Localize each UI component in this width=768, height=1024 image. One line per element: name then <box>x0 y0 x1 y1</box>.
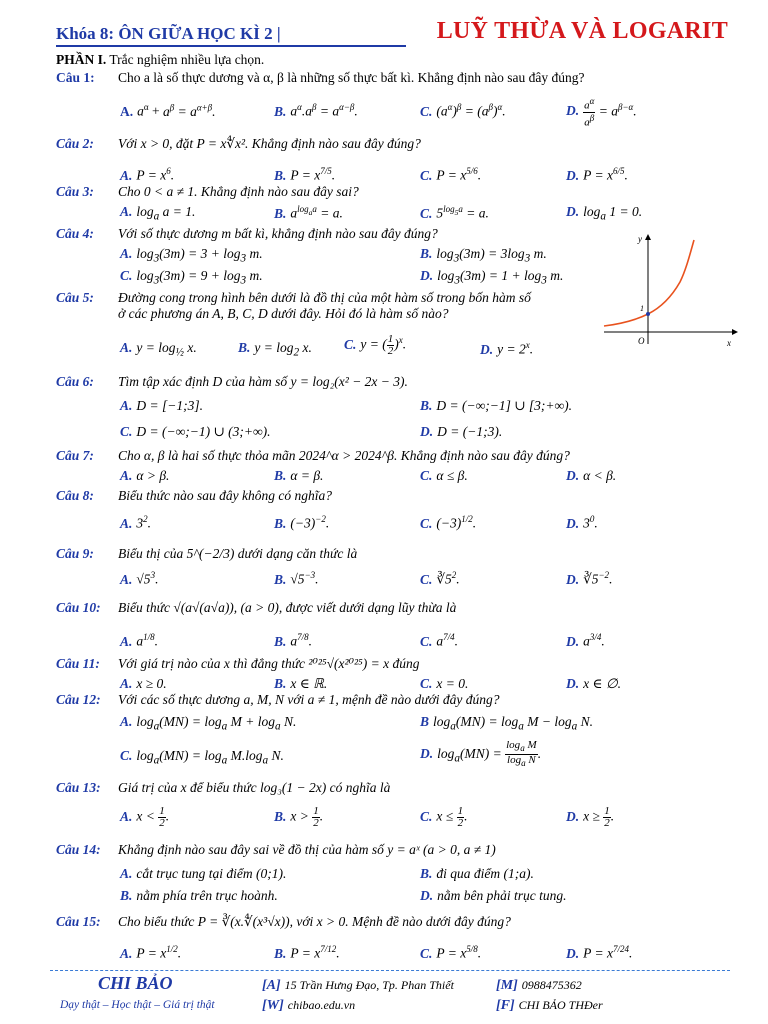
q13-option-b[interactable]: B. x > $\frac{1}{2}$ . <box>274 805 324 829</box>
q1-option-a[interactable]: A. $a^\alpha + a^\beta = a^{\alpha+\beta}$. <box>120 102 216 119</box>
q3-option-a[interactable]: A. $\log_a a = 1$. <box>120 204 196 223</box>
footer-phone: [M] 0988475362 <box>496 978 582 993</box>
q6-option-b[interactable]: B. D = (−∞;−1] ∪ [3;+∞). <box>420 398 573 413</box>
q5-option-d[interactable]: D. $y = 2^x$. <box>480 340 534 357</box>
q8-option-c[interactable]: C. $(-3)^{1/2}$. <box>420 514 477 531</box>
question-1: Câu 1: Cho a là số thực dương và α, β là những số thực bất kì. Khẳng định nào sau đây đúng? <box>56 70 585 85</box>
question-8: Câu 8: Biểu thức nào sau đây không có nghĩa? <box>56 488 332 503</box>
question-14: Câu 14: Khẳng định nào sau đây sai về đồ thị của hàm số y = aˣ (a > 0, a ≠ 1) <box>56 842 496 857</box>
q9-option-c[interactable]: C. $∛5^2$. <box>420 570 460 587</box>
q12-option-d[interactable]: D. $\log_a(MN)$ = $\frac{\log_a M}{\log_a N}$ . <box>420 739 542 769</box>
q15-option-d[interactable]: D. $P = x^{7/24}$. <box>566 944 633 961</box>
q4-option-d[interactable]: D. $\log_3(3m) = 1 + \log_3 m$. <box>420 268 564 287</box>
q14-option-a[interactable]: A. cắt trục tung tại điểm (0;1). <box>120 866 287 881</box>
q7-option-b[interactable]: B. α = β. <box>274 468 324 483</box>
footer-brand: CHI BẢO <box>98 973 173 993</box>
q13-option-a[interactable]: A. x < $\frac{1}{2}$ . <box>120 805 170 829</box>
q4-option-a[interactable]: A. $\log_3(3m) = 3 + \log_3 m$. <box>120 246 263 265</box>
q11-option-d[interactable]: D. x ∈ ∅. <box>566 676 622 691</box>
q9-option-a[interactable]: A. $√5^3$. <box>120 570 159 587</box>
q2-option-d[interactable]: D. $P = x^{6/5}$. <box>566 166 628 183</box>
question-3: Câu 3: Cho 0 < a ≠ 1. Khẳng định nào sau đây sai? <box>56 184 359 199</box>
q2-option-c[interactable]: C. $P = x^{5/6}$. <box>420 166 482 183</box>
question-9: Câu 9: Biểu thị của 5^(−2/3) dưới dạng căn thức là <box>56 546 358 561</box>
q1-option-d[interactable]: D. $\frac{a^\alpha}{a^\beta}$ = $a^{\beta-\alpha}$. <box>566 96 637 129</box>
q4-option-b[interactable]: B. $\log_3(3m) = 3\log_3$ m. <box>420 246 547 265</box>
q2-option-b[interactable]: B. $P = x^{7/5}$. <box>274 166 336 183</box>
q5-option-a[interactable]: A. $y = \log_{\frac{1}{2}} x$. <box>120 340 197 359</box>
question-13: Câu 13: Giá trị của x để biểu thức log₃(1 − 2x) có nghĩa là <box>56 780 391 795</box>
q3-option-c[interactable]: C. $5^{log_5a} = a$. <box>420 204 489 221</box>
q6-option-d[interactable]: D. D = (−1;3). <box>420 424 503 439</box>
question-11: Câu 11: Với giá trị nào của x thì đẳng thức ²⁰²⁵√(x²⁰²⁵) = x đúng <box>56 656 420 671</box>
section-heading: PHẦN I. Trắc nghiệm nhiều lựa chọn. <box>56 52 265 67</box>
q12-option-a[interactable]: A. $\log_a(MN) = \log_a M + \log_a N$. <box>120 714 297 733</box>
q5-option-c[interactable]: C. y = ( $\frac{1}{2}$ )$^x$. <box>344 333 407 357</box>
question-12: Câu 12: Với các số thực dương a, M, N với a ≠ 1, mệnh đề nào dưới đây đúng? <box>56 692 500 707</box>
q13-option-c[interactable]: C. x ≤ $\frac{1}{2}$ . <box>420 805 468 829</box>
q1-option-c[interactable]: C. $(a^\alpha)^\beta = (a^\beta)^\alpha$. <box>420 102 506 119</box>
q9-option-b[interactable]: B. $√5^{-3}$. <box>274 570 319 587</box>
question-2: Câu 2: Với x > 0, đặt P = x∜x². Khẳng định nào sau đây đúng? <box>56 136 421 151</box>
q8-option-d[interactable]: D. $3^0$. <box>566 514 598 531</box>
q3-option-d[interactable]: D. $\log_a 1 = 0$. <box>566 204 643 223</box>
question-6: Câu 6: Tìm tập xác định D của hàm số y = log₂(x² − 2x − 3). <box>56 374 408 389</box>
q6-option-a[interactable]: A. D = [−1;3]. <box>120 398 203 413</box>
question-5: Câu 5: Đường cong trong hình bên dưới là đồ thị của một hàm số trong bốn hàm số ở các phương án A, B, C, D dưới đây. Hỏi đó là hàm số nào? <box>56 290 531 321</box>
q15-option-c[interactable]: C. $P = x^{5/8}$. <box>420 944 482 961</box>
q5-option-b[interactable]: B. $y = \log_2 x$. <box>238 340 312 359</box>
intercept-point <box>646 312 650 316</box>
q9-option-d[interactable]: D. $∛5^{-2}$. <box>566 570 613 587</box>
question-4: Câu 4: Với số thực dương m bất kì, khẳng định nào sau đây đúng? <box>56 226 438 241</box>
q10-option-c[interactable]: C. $a^{7/4}$. <box>420 632 459 649</box>
q10-option-b[interactable]: B. $a^{7/8}$. <box>274 632 313 649</box>
q12-option-b[interactable]: B $\log_a(MN) = \log_a M - \log_a N$. <box>420 714 594 733</box>
q13-option-d[interactable]: D. x ≥ $\frac{1}{2}$ . <box>566 805 615 829</box>
q12-option-c[interactable]: C. $\log_a(MN) = \log_a M.\log_a$ N. <box>120 748 284 767</box>
footer-website[interactable]: [W] chibao.edu.vn <box>262 998 356 1013</box>
q15-option-a[interactable]: A. $P = x^{1/2}$. <box>120 944 182 961</box>
footer-slogan: Dạy thật – Học thật – Giá trị thật <box>60 999 215 1011</box>
q10-option-a[interactable]: A. $a^{1/8}$. <box>120 632 159 649</box>
exponential-graph <box>600 232 740 350</box>
footer-divider <box>50 970 730 971</box>
topic-title: LUỸ THỪA VÀ LOGARIT <box>436 18 728 44</box>
q7-option-c[interactable]: C. α ≤ β. <box>420 468 468 483</box>
y-axis-arrow-icon <box>645 234 651 240</box>
q3-option-b[interactable]: B. $a^{log_aa} = a$. <box>274 204 343 221</box>
one-label: 1 <box>640 304 644 313</box>
q4-option-c[interactable]: C. $\log_3(3m) = 9 + \log_3 m$. <box>120 268 263 287</box>
footer-address: [A] 15 Trần Hưng Đạo, Tp. Phan Thiết <box>262 978 454 993</box>
q10-option-d[interactable]: D. $a^{3/4}$. <box>566 632 605 649</box>
q11-option-b[interactable]: B. x ∈ ℝ. <box>274 676 328 691</box>
question-7: Câu 7: Cho α, β là hai số thực thỏa mãn 2024^α > 2024^β. Khẳng định nào sau đây đúng? <box>56 448 570 463</box>
q14-option-b[interactable]: B. đi qua điểm (1;a). <box>420 866 534 881</box>
q11-option-a[interactable]: A. x ≥ 0. <box>120 676 167 691</box>
y-label: y <box>638 234 642 244</box>
origin-label: O <box>638 336 645 346</box>
q15-option-b[interactable]: B. $P = x^{7/12}$. <box>274 944 340 961</box>
q2-option-a[interactable]: A. $P = x^6$. <box>120 166 175 183</box>
q14-option-c[interactable]: B. nằm phía trên trục hoành. <box>120 888 278 903</box>
q14-option-d[interactable]: D. nằm bên phải trục tung. <box>420 888 567 903</box>
question-15: Câu 15: Cho biểu thức P = ∛(x.∜(x³√x)), với x > 0. Mệnh đề nào dưới đây đúng? <box>56 914 511 929</box>
q7-option-d[interactable]: D. α < β. <box>566 468 617 483</box>
x-label: x <box>727 338 731 348</box>
q7-option-a[interactable]: A. α > β. <box>120 468 170 483</box>
course-title: Khóa 8: ÔN GIỮA HỌC KÌ 2 | <box>56 24 281 43</box>
q6-option-c[interactable]: C. D = (−∞;−1) ∪ (3;+∞). <box>120 424 271 439</box>
q1-option-b[interactable]: B. $a^\alpha.a^\beta = a^{\alpha-\beta}$. <box>274 102 358 119</box>
question-10: Câu 10: Biểu thức √(a√(a√a)), (a > 0), được viết dưới dạng lũy thừa là <box>56 600 457 615</box>
q8-option-b[interactable]: B. $(-3)^{-2}$. <box>274 514 330 531</box>
x-axis-arrow-icon <box>732 329 738 335</box>
header-underline <box>56 45 406 47</box>
q11-option-c[interactable]: C. x = 0. <box>420 676 469 691</box>
footer-facebook[interactable]: [F] CHI BẢO THĐer <box>496 998 603 1013</box>
page-header <box>56 18 728 48</box>
q8-option-a[interactable]: A. $3^2$. <box>120 514 152 531</box>
